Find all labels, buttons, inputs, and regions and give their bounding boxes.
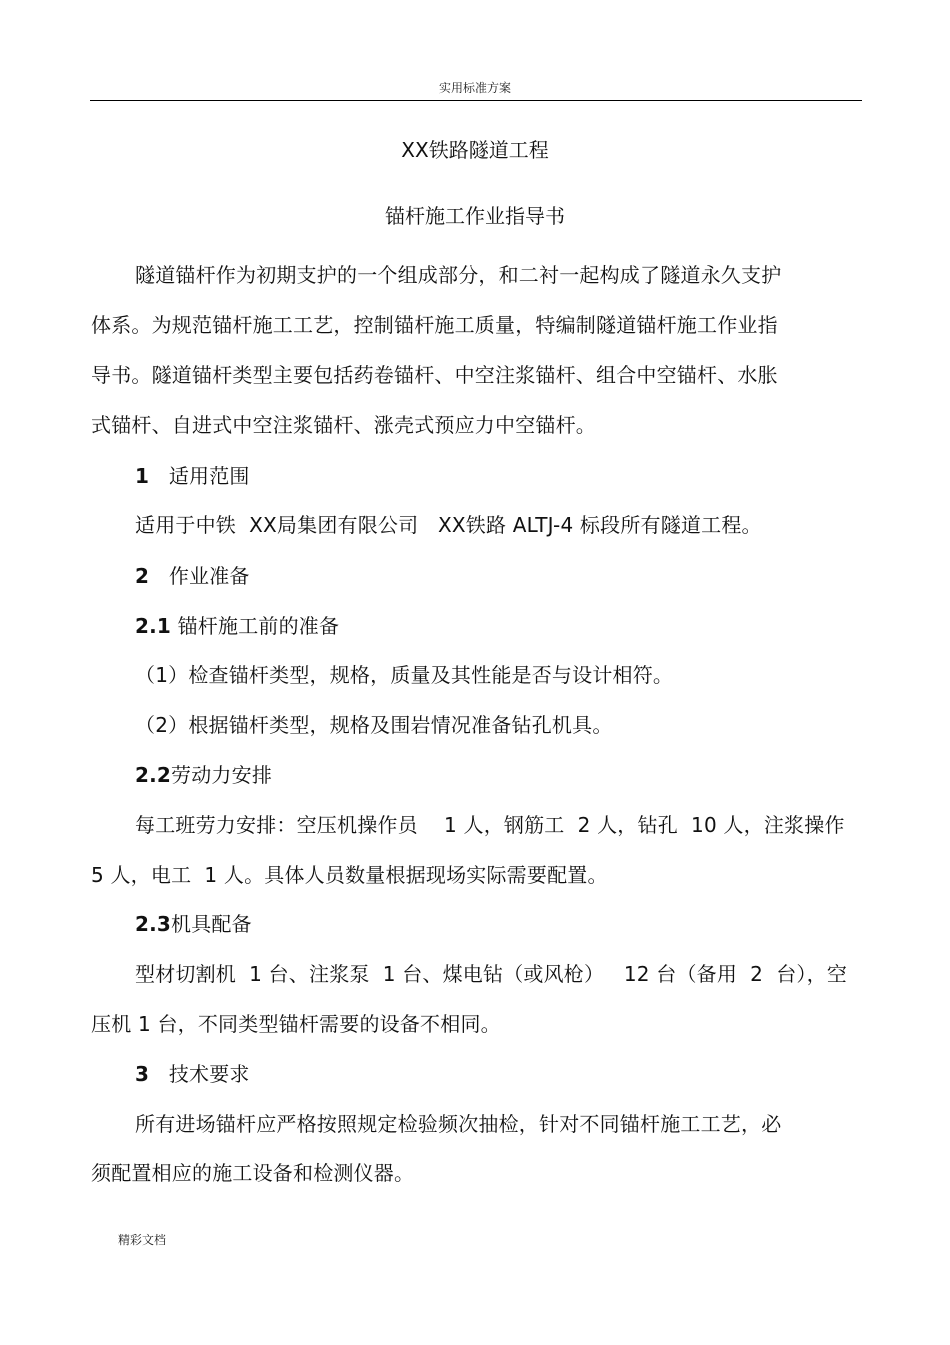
intro-line-4: 式锚杆、自进式中空注浆锚杆、涨壳式预应力中空锚杆。 [91,413,596,437]
section-2-1-number: 2.1 [135,614,172,638]
section-2-title: 作业准备 [168,564,250,588]
document-title: XX铁路隧道工程 [401,138,549,162]
section-2-3-line-1: 型材切割机 1 台、注浆泵 1 台、煤电钻（或风枪） 12 台（备用 2 台），空 [135,962,848,986]
section-3-title: 技术要求 [168,1062,250,1086]
page-footer-label: 精彩文档 [118,1233,167,1247]
section-2-3-number: 2.3 [135,912,172,936]
section-1-heading [135,460,250,489]
section-3-heading [135,1058,250,1087]
section-2-1-item-2: （2）根据锚杆类型，规格及围岩情况准备钻孔机具。 [135,713,613,737]
section-3-line-1: 所有进场锚杆应严格按照规定检验频次抽检，针对不同锚杆施工工艺，必 [135,1112,782,1136]
section-2-2-line-2: 5 人，电工 1 人。具体人员数量根据现场实际需要配置。 [91,863,608,887]
intro-line-2: 体系。为规范锚杆施工工艺，控制锚杆施工质量，特编制隧道锚杆施工作业指 [91,313,778,337]
section-2-3-title: 机具配备 [171,912,252,936]
section-2-1-heading [135,610,339,639]
section-3-number: 3 [135,1062,150,1086]
document-subtitle: 锚杆施工作业指导书 [385,204,565,228]
page-header-label: 实用标准方案 [438,81,511,95]
section-2-2-number: 2.2 [135,763,172,787]
section-2-3-line-2: 压机 1 台，不同类型锚杆需要的设备不相同。 [91,1012,501,1036]
section-2-2-heading [135,759,272,788]
section-2-heading [135,560,250,589]
section-2-2-line-1: 每工班劳力安排：空压机操作员 1 人，钢筋工 2 人，钻孔 10 人，注浆操作 [135,813,845,837]
section-1-number: 1 [135,464,150,488]
section-1-body: 适用于中铁 XX局集团有限公司 XX铁路 ALTJ-4 标段所有隧道工程。 [135,513,762,537]
section-1-title: 适用范围 [168,464,250,488]
section-2-3-heading [135,908,252,937]
intro-line-1: 隧道锚杆作为初期支护的一个组成部分，和二衬一起构成了隧道永久支护 [135,263,782,287]
section-2-number: 2 [135,564,150,588]
header-divider [90,100,862,101]
section-2-1-item-1: （1）检查锚杆类型，规格，质量及其性能是否与设计相符。 [135,663,674,687]
intro-line-3: 导书。隧道锚杆类型主要包括药卷锚杆、中空注浆锚杆、组合中空锚杆、水胀 [91,363,778,387]
section-2-1-title: 锚杆施工前的准备 [177,614,340,638]
section-3-line-2: 须配置相应的施工设备和检测仪器。 [91,1161,415,1185]
section-2-2-title: 劳动力安排 [171,763,273,787]
